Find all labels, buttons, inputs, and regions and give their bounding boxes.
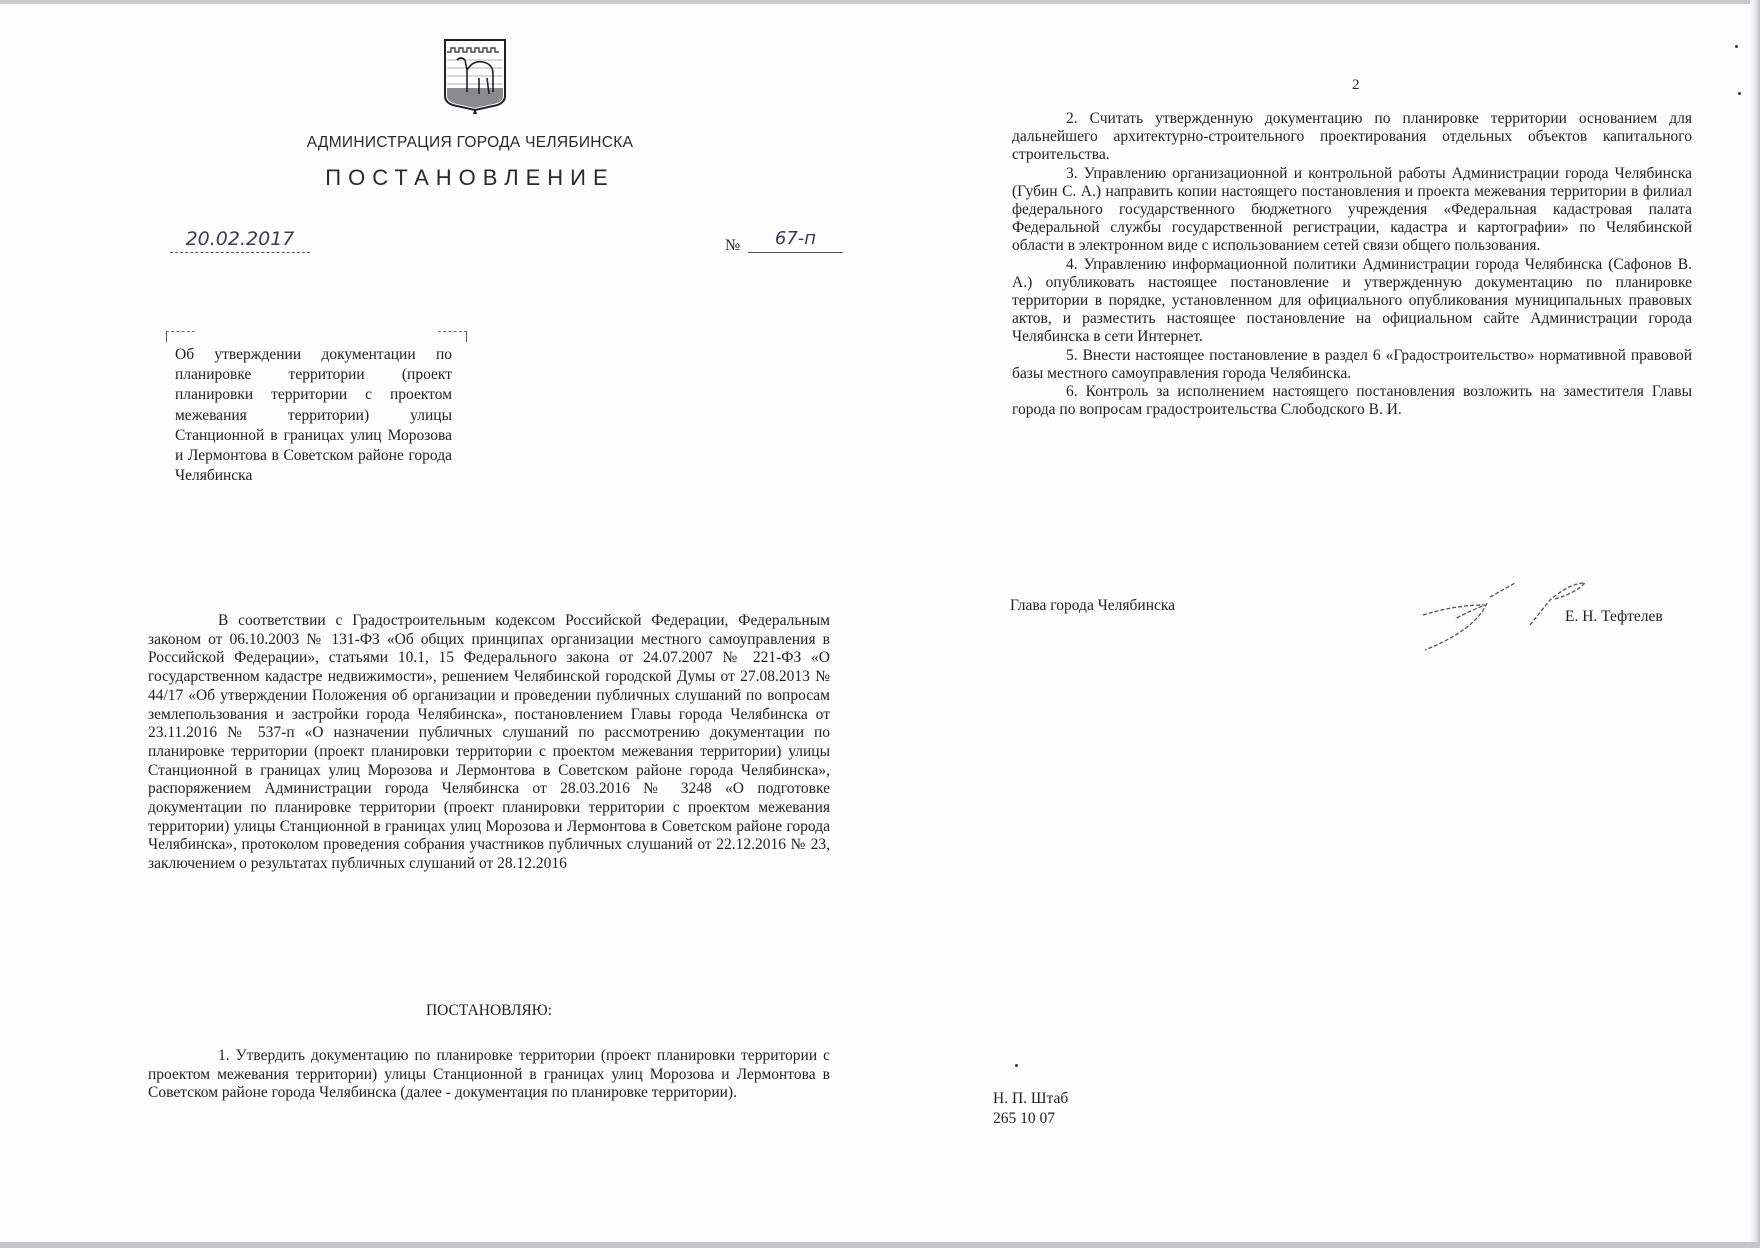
decree-item-1: 1. Утвердить документацию по планировке территории (проект планировки территории с проектом межевания территории) улицы Станционной в границах улиц Морозова и Лермонтова в Советском районе города Челябинска (далее - документация по планировке территории). — [148, 1047, 830, 1102]
decree-item-2: 2. Считать утвержденную документацию по планировке территории основанием для дальнейшего архитектурно-строительного проектирования отдельных объектов капитального строительства. — [1012, 110, 1692, 164]
page-number: 2 — [1352, 77, 1360, 93]
decree-item-5: 5. Внести настоящее постановление в раздел 6 «Градостроительство» нормативной правовой базы местного самоуправления города Челябинска. — [1012, 346, 1692, 382]
scan-speck — [1738, 92, 1741, 95]
scan-edge-right — [1750, 0, 1760, 1248]
scan-edge-top — [0, 0, 1760, 4]
coat-of-arms-icon — [443, 38, 507, 116]
decree-heading: ПОСТАНОВЛЯЮ: — [425, 1002, 553, 1019]
number-label: № — [725, 237, 741, 254]
subject-bracket-right — [438, 331, 467, 342]
decree-item-3: 3. Управлению организационной и контрольной работы Администрации города Челябинска (Губин С. А.) направить копии настоящего постановления и проекта межевания территории в филиал федерального государственного бюджетного учреждения «Федеральная кадастровая палата Федеральной службы государственной регистрации, кадастра и картографии» по Челябинской области в электронном виде с использованием сетей связи общего пользования. — [1012, 164, 1692, 255]
decree-items-page-1 — [148, 1047, 830, 1103]
executor-name: Н. П. Штаб — [993, 1090, 1069, 1107]
scan-edge-bottom — [0, 1242, 1760, 1248]
preamble-paragraph: В соответствии с Градостроительным кодексом Российской Федерации, Федеральным законом от 06.10.2003 № 131-ФЗ «Об общих принципах организации местного самоуправления в Российской Федерации», статьями 10.1, 15 Федерального закона от 24.07.2007 № 221-ФЗ «О государственном кадастре недвижимости», решением Челябинской городской Думы от 27.08.2013 № 44/17 «Об утверждении Положения об организации и проведении публичных слушаний по вопросам землепользования и застройки города Челябинска», постановлением Главы города Челябинска от 23.11.2016 № 537-п «О назначении публичных слушаний по рассмотрению документации по планировке территории (проект планировки территории с проектом межевания территории) улицы Станционной в границах улиц Морозова и Лермонтова в Советском районе города Челябинска», распоряжением Администрации города Челябинска от 28.03.2016 № 3248 «О подготовке документации по планировке территории (проект планировки территории с проектом межевания территории) улицы Станционной в границах улиц Морозова и Лермонтова в Советском районе города Челябинска», протоколом проведения собрания участников публичных слушаний от 22.12.2016 № 23, заключением о результатах публичных слушаний от 28.12.2016 — [148, 612, 830, 873]
organization-name: АДМИНИСТРАЦИЯ ГОРОДА ЧЕЛЯБИНСКА — [306, 134, 634, 151]
scan-speck — [1735, 45, 1738, 48]
subject-bracket-left — [166, 331, 195, 342]
document-subject: Об утверждении документации по планировке территории (проект планировки территории с проектом межевания территории) улицы Станционной в границах улиц Морозова и Лермонтова в Советском районе города Челябинска — [175, 346, 452, 485]
preamble — [148, 612, 830, 874]
scan-speck — [1015, 1064, 1018, 1067]
signer-name: Е. Н. Тефтелев — [1565, 608, 1663, 625]
decree-items-page-2 — [1012, 110, 1692, 419]
document-date: 20.02.2017 — [170, 228, 310, 253]
executor-phone: 265 10 07 — [993, 1110, 1055, 1127]
signer-title: Глава города Челябинска — [1010, 597, 1176, 614]
executor-block — [993, 1089, 1068, 1129]
document-type: ПОСТАНОВЛЕНИЕ — [325, 165, 615, 190]
decree-item-4: 4. Управлению информационной политики Администрации города Челябинска (Сафонов В. А.) опубликовать настоящее постановление и утвержденную документацию по планировке территории в порядке, установленном для официального опубликования муниципальных правовых актов, и разместить настоящее постановление на официальном сайте Администрации города Челябинска в сети Интернет. — [1012, 255, 1692, 346]
document-number: 67-п — [748, 228, 843, 253]
decree-item-6: 6. Контроль за исполнением настоящего постановления возложить на заместителя Главы города по вопросам градостроительства Слободского В. И. — [1012, 383, 1692, 419]
